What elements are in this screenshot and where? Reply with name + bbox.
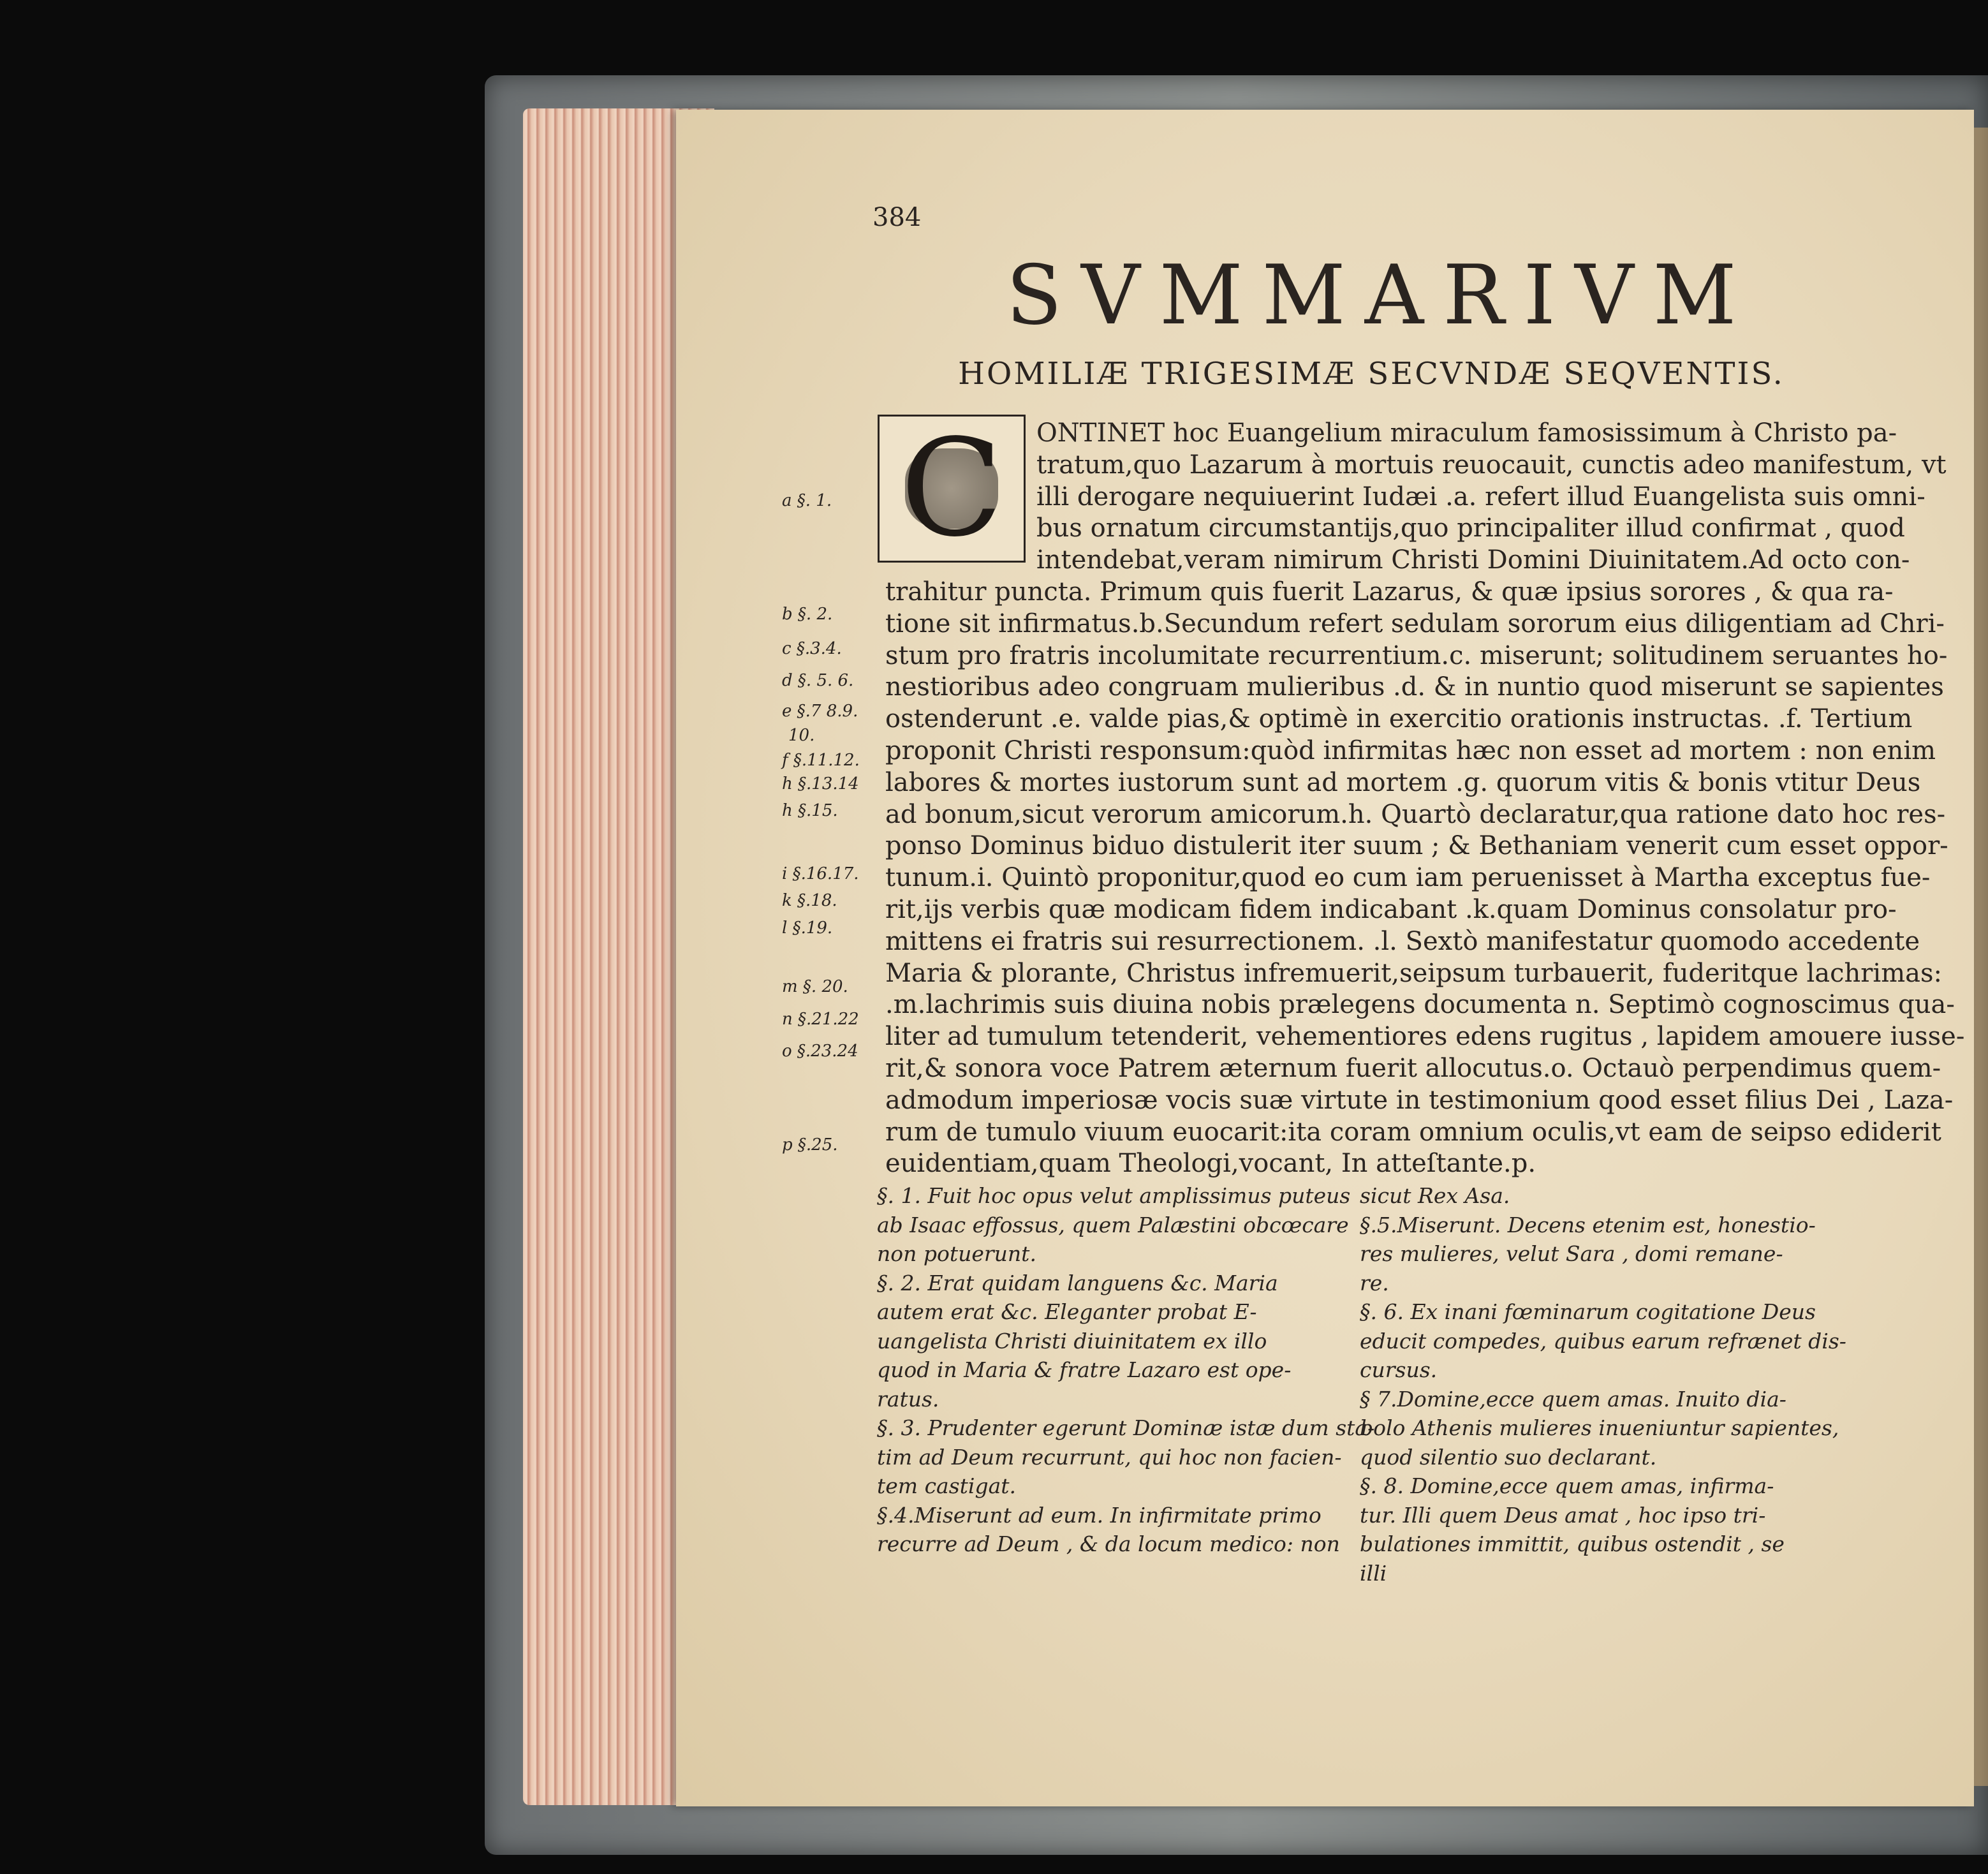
text-line: tur. Illi quem Deus amat , hoc ipso tri- bbox=[1360, 1502, 1766, 1528]
text-line: illi derogare nequiuerint Iudæi .a. refert illud Euangelista suis omni- bbox=[1036, 482, 1925, 512]
margin-note: m §. 20. bbox=[782, 977, 848, 996]
margin-note: n §.21.22 bbox=[782, 1010, 859, 1029]
text-line: ab Isaac effossus, quem Palæstini obcœcare bbox=[877, 1212, 1349, 1237]
margin-note: a §. 1. bbox=[782, 491, 832, 510]
text-line: Maria & plorante, Christus infremuerit,seipsum turbauerit, fuderitque lachrimas: bbox=[885, 958, 1942, 988]
page-number: 384 bbox=[873, 203, 922, 232]
text-line: labores & mortes iustorum sunt ad mortem .g. quorum vitis & bonis vtitur Deus bbox=[885, 767, 1921, 797]
text-line: euidentiam,quam Theologi,vocant, In atteſtante.p. bbox=[885, 1149, 1536, 1179]
text-line: §. 2. Erat quidam languens &c. Maria bbox=[877, 1270, 1278, 1295]
text-line: ratus. bbox=[877, 1386, 939, 1412]
text-line: quod silentio suo declarant. bbox=[1360, 1444, 1657, 1470]
margin-note: o §.23.24 bbox=[782, 1042, 858, 1061]
text-line: recurre ad Deum , & da locum medico: non bbox=[877, 1531, 1340, 1556]
text-line: §. 8. Domine,ecce quem amas, infirma- bbox=[1360, 1473, 1774, 1498]
text-line: mittens ei fratris sui resurrectionem. .l. Sextò manifestatur quomodo accedente bbox=[885, 926, 1920, 956]
text-line: illi bbox=[1360, 1560, 1387, 1586]
text-line: tunum.i. Quintò proponitur,quod eo cum iam peruenisset à Martha exceptus fue- bbox=[885, 863, 1931, 893]
initial-letter: C bbox=[900, 410, 1003, 566]
page-title: SVMMARIVM bbox=[1006, 248, 1756, 343]
page-subtitle: HOMILIÆ TRIGESIMÆ SECVNDÆ SEQVENTIS. bbox=[958, 356, 1785, 392]
text-line: §.5.Miserunt. Decens etenim est, honestio- bbox=[1360, 1212, 1816, 1237]
text-line: ad bonum,sicut verorum amicorum.h. Quartò declaratur,qua ratione dato hoc res- bbox=[885, 799, 1946, 829]
text-line: cursus. bbox=[1360, 1357, 1438, 1382]
text-line: intendebat,veram nimirum Christi Domini Diuinitatem.Ad octo con- bbox=[1036, 545, 1910, 575]
text-line: ponso Dominus biduo distulerit iter suum ; & Bethaniam venerit cum esset oppor- bbox=[885, 831, 1948, 861]
margin-note: e §.7 8.9. bbox=[782, 702, 858, 721]
text-line: nestioribus adeo congruam mulieribus .d. & in nuntio quod miserunt se sapientes bbox=[885, 672, 1944, 702]
text-line: quod in Maria & fratre Lazaro est ope- bbox=[877, 1357, 1292, 1382]
text-line: §. 1. Fuit hoc opus velut amplissimus puteus bbox=[877, 1183, 1351, 1208]
text-line: rum de tumulo viuum euocarit:ita coram omnium oculis,vt eam de seipso ediderit bbox=[885, 1117, 1941, 1147]
text-line: liter ad tumulum tetenderit, vehementiores edens rugitus , lapidem amouere iusse- bbox=[885, 1022, 1965, 1052]
text-line: § 7.Domine,ecce quem amas. Inuito dia- bbox=[1360, 1386, 1786, 1412]
text-line: ONTINET hoc Euangelium miraculum famosissimum à Christo pa- bbox=[1036, 418, 1897, 448]
text-line: ostenderunt .e. valde pias,& optimè in exercitio orationis instructas. .f. Tertium bbox=[885, 704, 1913, 734]
text-line: §. 3. Prudenter egerunt Dominæ istæ dum sta- bbox=[877, 1415, 1375, 1440]
text-line: tratum,quo Lazarum à mortuis reuocauit, cunctis adeo manifestum, vt bbox=[1036, 450, 1947, 480]
text-line: trahitur puncta. Primum quis fuerit Lazarus, & quæ ipsius sorores , & qua ra- bbox=[885, 577, 1894, 607]
margin-note: h §.13.14 bbox=[782, 774, 859, 793]
text-line: autem erat &c. Eleganter probat E- bbox=[877, 1299, 1257, 1324]
text-line: bolo Athenis mulieres inueniuntur sapientes, bbox=[1360, 1415, 1839, 1440]
margin-note: b §. 2. bbox=[782, 605, 833, 624]
text-line: .m.lachrimis suis diuina nobis prælegens documenta n. Septimò cognoscimus qua- bbox=[885, 990, 1955, 1020]
text-line: admodum imperiosæ vocis suæ virtute in testimonium qood esset filius Dei , Laza- bbox=[885, 1085, 1954, 1115]
margin-note: h §.15. bbox=[782, 801, 838, 820]
text-line: educit compedes, quibus earum refrænet dis- bbox=[1360, 1328, 1846, 1354]
margin-note: k §.18. bbox=[782, 891, 837, 910]
text-line: re. bbox=[1360, 1270, 1389, 1295]
text-line: bus ornatum circumstantijs,quo principaliter illud confirmat , quod bbox=[1036, 513, 1905, 543]
text-line: tim ad Deum recurrunt, qui hoc non facien- bbox=[877, 1444, 1342, 1470]
text-line: stum pro fratris incolumitate recurrentium.c. miserunt; solitudinem seruantes ho- bbox=[885, 640, 1948, 670]
text-line: sicut Rex Asa. bbox=[1360, 1183, 1510, 1208]
text-line: res mulieres, velut Sara , domi remane- bbox=[1360, 1241, 1783, 1266]
text-line: §.4.Miserunt ad eum. In infirmitate primo bbox=[877, 1502, 1322, 1528]
text-line: uangelista Christi diuinitatem ex illo bbox=[877, 1328, 1267, 1354]
text-line: proponit Christi responsum:quòd infirmitas hæc non esset ad mortem : non enim bbox=[885, 736, 1936, 765]
margin-note: l §.19. bbox=[782, 919, 833, 938]
text-line: tem castigat. bbox=[877, 1473, 1017, 1498]
text-line: bulationes immittit, quibus ostendit , se bbox=[1360, 1531, 1785, 1556]
margin-note: i §.16.17. bbox=[782, 864, 859, 883]
margin-note: 10. bbox=[788, 726, 815, 745]
text-line: rit,& sonora voce Patrem æternum fuerit allocutus.o. Octauò perpendimus quem- bbox=[885, 1054, 1941, 1083]
margin-note: f §.11.12. bbox=[782, 751, 860, 770]
text-line: non potuerunt. bbox=[877, 1241, 1036, 1266]
text-line: tione sit infirmatus.b.Secundum refert sedulam sororum eius diligentiam ad Chri- bbox=[885, 609, 1945, 638]
text-line: rit,ijs verbis quæ modicam fidem indicabant .k.quam Dominus consolatur pro- bbox=[885, 895, 1897, 924]
margin-note: d §. 5. 6. bbox=[782, 671, 854, 690]
text-line: §. 6. Ex inani fœminarum cogitatione Deus bbox=[1360, 1299, 1816, 1324]
margin-note: c §.3.4. bbox=[782, 639, 842, 658]
margin-note: p §.25. bbox=[782, 1135, 838, 1155]
decorated-initial bbox=[878, 410, 1026, 566]
